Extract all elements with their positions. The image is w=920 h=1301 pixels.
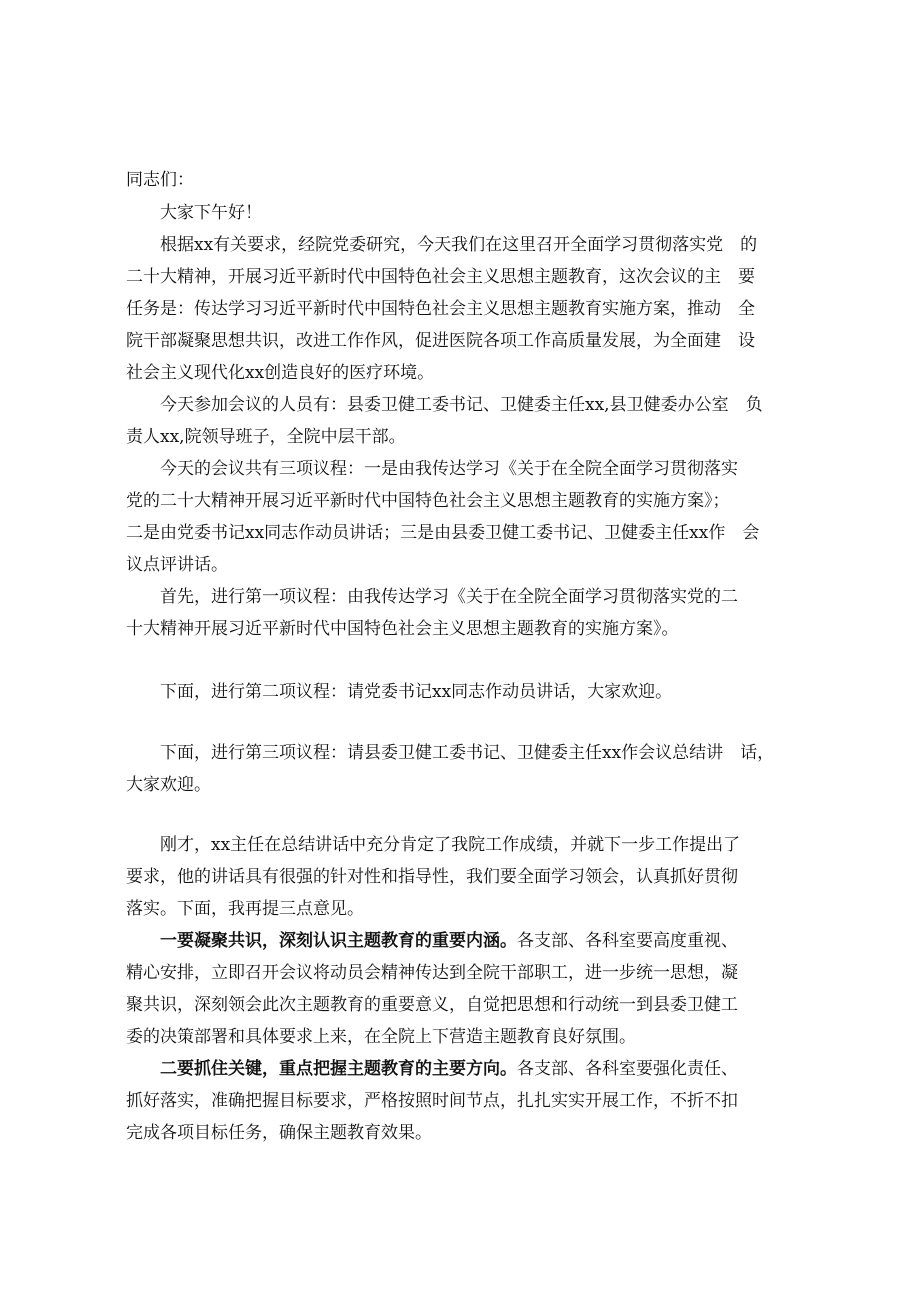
paragraph-1-line-1: 根据xx有关要求，经院党委研究，今天我们在这里召开全面学习贯彻落实党 的 [160,235,758,255]
paragraph-1-line-5: 社会主义现代化xx创造良好的医疗环境。 [126,363,435,383]
paragraph-6-line-1: 下面，进行第三项议程：请县委卫健工委书记、卫健委主任xx作会议总结讲 话， [160,743,775,763]
paragraph-9-line-1-text: 各支部、各科室要强化责任、 [517,1059,738,1079]
paragraph-3-line-4: 议点评讲话。 [126,555,228,575]
paragraph-6-line-2: 大家欢迎。 [126,775,211,795]
paragraph-9-line-2: 抓好落实，准确把握目标要求，严格按照时间节点，扎扎实实开展工作，不折不扣 [126,1091,738,1111]
paragraph-3-line-2: 党的二十大精神开展习近平新时代中国特色社会主义思想主题教育的实施方案》； [126,491,730,511]
paragraph-1-line-2: 二十大精神，开展习近平新时代中国特色社会主义思想主题教育，这次会议的主 要 [126,267,755,287]
paragraph-3-line-3: 二是由党委书记xx同志作动员讲话；三是由县委卫健工委书记、卫健委主任xx作 会 [126,523,760,543]
paragraph-9-line-1 [160,1057,816,1081]
paragraph-8-line-2: 精心安排，立即召开会议将动员会精神传达到全院干部职工，进一步统一思想，凝 [126,963,738,983]
paragraph-7-line-2: 要求，他的讲话具有很强的针对性和指导性，我们要全面学习领会，认真抓好贯彻 [126,867,738,887]
paragraph-7-line-1: 刚才，xx主任在总结讲话中充分肯定了我院工作成绩，并就下一步工作提出了 [160,835,741,855]
paragraph-8-line-1 [160,929,816,953]
paragraph-2-line-2: 责人xx,院领导班子，全院中层干部。 [126,427,406,447]
paragraph-4-line-1: 首先，进行第一项议程：由我传达学习《关于在全院全面学习贯彻落实党的二 [160,587,738,607]
paragraph-8-line-4: 委的决策部署和具体要求上来，在全院上下营造主题教育良好氛围。 [126,1027,636,1047]
paragraph-2-line-1: 今天参加会议的人员有：县委卫健工委书记、卫健委主任xx,县卫健委办公室 负 [160,395,763,415]
paragraph-5-line-1: 下面，进行第二项议程：请党委书记xx同志作动员讲话，大家欢迎。 [160,682,673,702]
paragraph-1-line-3: 任务是：传达学习习近平新时代中国特色社会主义思想主题教育实施方案，推动 全 [126,299,755,319]
paragraph-8-line-3: 聚共识，深刻领会此次主题教育的重要意义，自觉把思想和行动统一到县委卫健工 [126,995,738,1015]
paragraph-1-line-4: 院干部凝聚思想共识，改进工作作风，促进医院各项工作高质量发展，为全面建 设 [126,331,755,351]
paragraph-9-heading: 二要抓住关键，重点把握主题教育的主要方向。 [160,1059,517,1079]
greeting: 大家下午好！ [160,203,262,223]
paragraph-8-line-1-text: 各支部、各科室要高度重视、 [517,931,738,951]
salutation: 同志们： [126,170,194,190]
paragraph-9-line-3: 完成各项目标任务，确保主题教育效果。 [126,1123,432,1143]
paragraph-4-line-2: 十大精神开展习近平新时代中国特色社会主义思想主题教育的实施方案》。 [126,619,679,639]
paragraph-3-line-1: 今天的会议共有三项议程：一是由我传达学习《关于在全院全面学习贯彻落实 [160,459,738,479]
paragraph-7-line-3: 落实。下面，我再提三点意见。 [126,899,364,919]
paragraph-8-heading: 一要凝聚共识，深刻认识主题教育的重要内涵。 [160,931,517,951]
